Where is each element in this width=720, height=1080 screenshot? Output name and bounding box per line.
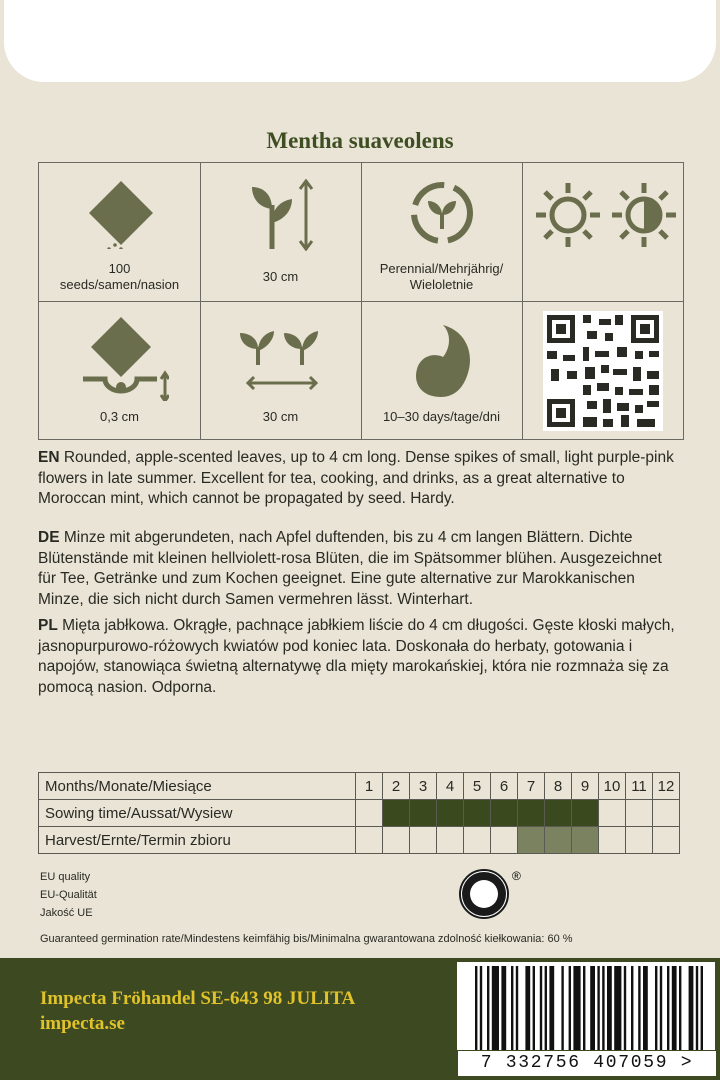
- sowing-cell: [437, 800, 464, 827]
- seed-count-cell: [39, 163, 200, 301]
- eu-quality-de: EU-Qualität: [40, 889, 97, 901]
- sowing-row: [39, 800, 680, 827]
- qr-cell: [522, 301, 683, 439]
- harvest-cell: [410, 827, 437, 854]
- sun-cell: [522, 163, 683, 301]
- lang-code-de: DE: [38, 529, 60, 546]
- sowing-cell: [356, 800, 383, 827]
- harvest-cell: [437, 827, 464, 854]
- harvest-cell: [383, 827, 410, 854]
- month-4: 4: [437, 773, 464, 800]
- sowing-cell: [491, 800, 518, 827]
- calendar-header-row: [39, 773, 680, 800]
- month-7: 7: [518, 773, 545, 800]
- harvest-cell: [545, 827, 572, 854]
- month-10: 10: [599, 773, 626, 800]
- germinating-seed-icon: [411, 321, 475, 399]
- height-cell: [200, 163, 361, 301]
- description-text-pl: Mięta jabłkowa. Okrągłe, pachnące jabłkiem liście do 4 cm długości. Gęste kłoski małych, jasnopurpurowo-różowych kwiatów pod koniec lata. Doskonała do herbaty, gotowania i napojów, stanowiąca świetną alternatywę dla mięty marokańskiej, która nie rozmnaża się za pomocą nasion. Odporna.: [38, 617, 675, 696]
- info-grid: [38, 162, 684, 440]
- barcode-bar: [667, 966, 669, 1050]
- month-11: 11: [626, 773, 653, 800]
- plant-spacing-icon: [234, 329, 328, 395]
- description-en: [38, 448, 682, 510]
- months-header: Months/Monate/Miesiące: [39, 773, 356, 800]
- barcode-bar: [631, 966, 633, 1050]
- barcode-bar: [533, 966, 535, 1050]
- depth-cell: [39, 301, 200, 439]
- harvest-cell: [464, 827, 491, 854]
- perennial-cycle-icon: [406, 177, 478, 249]
- eu-quality-pl: Jakość UE: [40, 907, 93, 919]
- barcode-bar: [561, 966, 563, 1050]
- sowing-cell: [410, 800, 437, 827]
- month-6: 6: [491, 773, 518, 800]
- month-3: 3: [410, 773, 437, 800]
- lifecycle-label: Perennial/Mehrjährig/ Wieloletnie: [379, 261, 504, 292]
- depth-label: 0,3 cm: [99, 409, 139, 424]
- barcode-bar: [672, 966, 677, 1050]
- sowing-depth-icon: [79, 315, 169, 401]
- qr-code-icon[interactable]: [543, 311, 663, 431]
- sowing-cell: [653, 800, 680, 827]
- company-website[interactable]: impecta.se: [40, 1013, 125, 1034]
- sowing-cell: [572, 800, 599, 827]
- barcode-bar: [545, 966, 547, 1050]
- barcode-number: 7 332756 407059 >: [458, 1051, 716, 1076]
- eu-quality-en: EU quality: [40, 871, 91, 883]
- description-text-de: Minze mit abgerundeten, nach Apfel duftenden, bis zu 4 cm langen Blättern. Dichte Blütenstände mit kleinen hellviolett-rosa Blüten, die im Spätsommer blühen. Ausgezeichnet für Tee, Getränke und zum Kochen geeignet. Eine gute alternative zur Marokkanischen Minze, die sich nicht durch Samen vermehren lässt. Winterhart.: [38, 529, 662, 608]
- sowing-cell: [545, 800, 572, 827]
- lifecycle-cell: [361, 163, 522, 301]
- spacing-cell: [200, 301, 361, 439]
- barcode-bar: [602, 966, 604, 1050]
- barcode-bar: [660, 966, 662, 1050]
- barcode-bar: [480, 966, 482, 1050]
- barcode-bar: [511, 966, 513, 1050]
- barcode-bar: [501, 966, 506, 1050]
- barcode-bar: [679, 966, 681, 1050]
- harvest-cell: [572, 827, 599, 854]
- harvest-cell: [491, 827, 518, 854]
- lang-code-en: EN: [38, 449, 60, 466]
- lang-code-pl: PL: [38, 617, 58, 634]
- barcode-bars: [457, 962, 715, 1050]
- description-de: [38, 528, 682, 610]
- barcode-bar: [583, 966, 585, 1050]
- month-12: 12: [653, 773, 680, 800]
- barcode-bar: [597, 966, 599, 1050]
- sowing-cell: [383, 800, 410, 827]
- barcode-bar: [614, 966, 621, 1050]
- sowing-calendar: [38, 772, 680, 854]
- barcode-bar: [590, 966, 595, 1050]
- barcode-bar: [540, 966, 542, 1050]
- sowing-cell: [518, 800, 545, 827]
- barcode-bar: [638, 966, 640, 1050]
- month-2: 2: [383, 773, 410, 800]
- seed-packet-icon: [87, 179, 157, 249]
- month-5: 5: [464, 773, 491, 800]
- barcode-bar: [655, 966, 657, 1050]
- month-1: 1: [356, 773, 383, 800]
- barcode-bar: [487, 966, 489, 1050]
- germination-label: 10–30 days/tage/dni: [382, 409, 501, 424]
- barcode-bar: [643, 966, 648, 1050]
- barcode-bar: [607, 966, 612, 1050]
- eu-quality: [40, 868, 97, 922]
- barcode-bar: [696, 966, 698, 1050]
- seed-count-label: 100 seeds/samen/nasion: [59, 261, 180, 292]
- month-9: 9: [572, 773, 599, 800]
- company-address: Impecta Fröhandel SE-643 98 JULITA: [40, 988, 356, 1009]
- species-title: Mentha suaveolens: [266, 128, 454, 153]
- harvest-label: Harvest/Ernte/Termin zbioru: [39, 827, 356, 854]
- registered-mark: ®: [512, 869, 521, 883]
- barcode-bar: [492, 966, 499, 1050]
- barcode-bar: [569, 966, 571, 1050]
- harvest-row: [39, 827, 680, 854]
- plant-height-icon: [246, 179, 318, 251]
- germination-rate: Guaranteed germination rate/Mindestens keimfähig bis/Minimalna gwarantowana zdolność kiełkowania: 60 %: [40, 933, 573, 945]
- barcode-bar: [573, 966, 580, 1050]
- barcode-bar: [516, 966, 518, 1050]
- month-8: 8: [545, 773, 572, 800]
- sowing-cell: [599, 800, 626, 827]
- harvest-cell: [626, 827, 653, 854]
- barcode-bar: [525, 966, 530, 1050]
- hang-tab: [4, 0, 716, 82]
- description-text-en: Rounded, apple-scented leaves, up to 4 cm long. Dense spikes of small, light purple-pink flowers in late summer. Excellent for tea, cooking, and drinks, as a great alternative to Moroccan mint, which cannot be propagated by seed. Hardy.: [38, 449, 674, 507]
- description-pl: [38, 616, 682, 698]
- barcode-bar: [549, 966, 554, 1050]
- green-dot-recycle-icon: [456, 866, 522, 922]
- barcode-bar: [624, 966, 626, 1050]
- harvest-cell: [518, 827, 545, 854]
- barcode-bar: [701, 966, 703, 1050]
- height-label: 30 cm: [262, 269, 299, 284]
- germination-cell: [361, 301, 522, 439]
- sowing-cell: [626, 800, 653, 827]
- barcode: [457, 962, 715, 1050]
- spacing-label: 30 cm: [262, 409, 299, 424]
- harvest-cell: [356, 827, 383, 854]
- sowing-label: Sowing time/Aussat/Wysiew: [39, 800, 356, 827]
- sun-partial-shade-icon: [526, 177, 682, 253]
- harvest-cell: [653, 827, 680, 854]
- harvest-cell: [599, 827, 626, 854]
- barcode-bar: [475, 966, 477, 1050]
- barcode-bar: [689, 966, 694, 1050]
- sowing-cell: [464, 800, 491, 827]
